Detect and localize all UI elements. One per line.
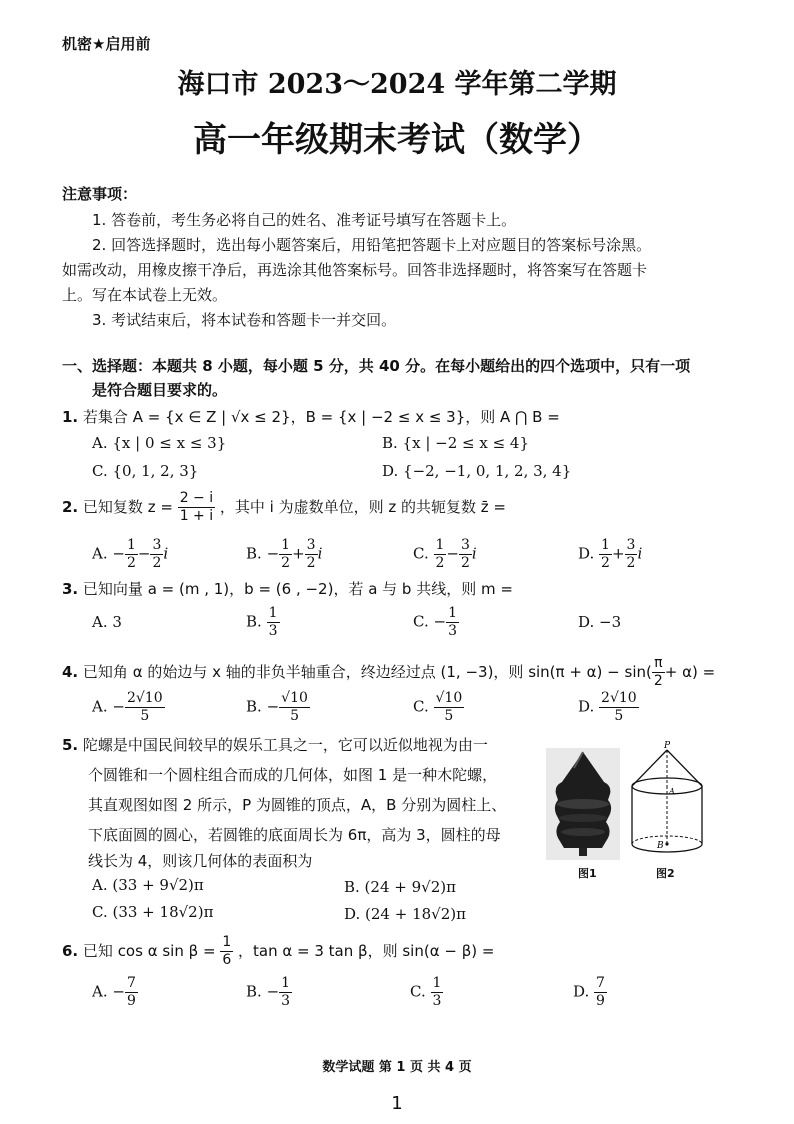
option-c bbox=[410, 975, 443, 1010]
section-heading-line2: 是符合题目要求的。 bbox=[92, 381, 228, 399]
fraction bbox=[150, 537, 163, 572]
option-label: D. bbox=[573, 982, 590, 1001]
notice-line: 1. 答卷前，考生务必将自己的姓名、准考证号填写在答题卡上。 bbox=[92, 211, 517, 229]
sign: − bbox=[433, 612, 447, 631]
option-d bbox=[578, 690, 639, 725]
numerator: 3 bbox=[152, 537, 162, 553]
option-d bbox=[578, 537, 642, 572]
numerator: 1 bbox=[222, 934, 232, 950]
sign: − bbox=[112, 982, 125, 1001]
denominator: 3 bbox=[432, 993, 442, 1009]
option-b bbox=[246, 605, 280, 640]
numerator: π bbox=[654, 655, 663, 671]
numerator: 3 bbox=[461, 537, 470, 553]
section-heading bbox=[62, 354, 742, 402]
numerator: 1 bbox=[281, 537, 291, 553]
option-a: A. {x | 0 ≤ x ≤ 3} bbox=[92, 434, 227, 452]
notice-heading: 注意事项： bbox=[62, 185, 138, 203]
operator: + bbox=[292, 544, 305, 563]
fraction bbox=[434, 690, 465, 725]
numerator: 3 bbox=[626, 537, 636, 553]
fraction bbox=[125, 537, 138, 572]
option-d: D. {−2, −1, 0, 1, 2, 3, 4} bbox=[382, 462, 572, 480]
option-label: D. bbox=[578, 697, 595, 716]
numerator: 7 bbox=[596, 975, 605, 991]
numerator: 1 bbox=[432, 975, 442, 991]
option-c: C. {0, 1, 2, 3} bbox=[92, 462, 199, 480]
option-b: B. (24 + 9√2)π bbox=[344, 878, 456, 896]
fraction bbox=[459, 537, 472, 572]
sign: − bbox=[266, 982, 280, 1001]
denominator: 5 bbox=[140, 708, 150, 724]
operator: − bbox=[137, 544, 151, 563]
denominator: 2 bbox=[653, 673, 663, 689]
question-text-post: ，其中 i 为虚数单位，则 z 的共轭复数 z̄ = bbox=[219, 498, 506, 516]
question-text: 下底面圆的圆心，若圆锥的底面周长为 6π，高为 3，圆柱的母 bbox=[88, 826, 501, 844]
question-text: 个圆锥和一个圆柱组合而成的几何体，如图 1 是一种木陀螺， bbox=[88, 766, 498, 784]
sign: − bbox=[266, 544, 280, 563]
question-number: 3. bbox=[62, 580, 79, 598]
denominator: 5 bbox=[614, 708, 624, 724]
option-label: A. bbox=[92, 697, 108, 716]
option-label: C. bbox=[413, 544, 429, 563]
sign: − bbox=[266, 697, 280, 716]
option-label: A. bbox=[92, 982, 108, 1001]
option-label: C. bbox=[413, 697, 429, 716]
option-label: C. bbox=[410, 982, 426, 1001]
option-c bbox=[413, 605, 459, 640]
denominator: 3 bbox=[448, 623, 457, 639]
question-text: 已知角 α 的始边与 x 轴的非负半轴重合，终边经过点 (1, −3)，则 sin(π + α) − sin( bbox=[82, 663, 652, 681]
figure-1-caption: 图1 bbox=[578, 867, 597, 880]
question-number: 2. bbox=[62, 498, 79, 516]
fraction bbox=[279, 975, 292, 1010]
cone-cylinder-diagram bbox=[624, 740, 710, 860]
fraction bbox=[625, 537, 638, 572]
option-label: B. bbox=[246, 544, 262, 563]
notice-line: 上。写在本试卷上无效。 bbox=[62, 286, 228, 304]
fraction bbox=[594, 975, 607, 1010]
option-label: B. bbox=[246, 982, 262, 1001]
option-label: B. bbox=[246, 612, 262, 631]
option-b bbox=[246, 537, 322, 572]
notice-line: 2. 回答选择题时，选出每小题答案后，用铅笔把答题卡上对应题目的答案标号涂黑。 bbox=[92, 236, 652, 254]
question-5 bbox=[62, 734, 488, 755]
question-4 bbox=[62, 655, 715, 690]
denominator: 5 bbox=[444, 708, 454, 724]
denominator: 9 bbox=[596, 993, 605, 1009]
point-label-p: P bbox=[664, 741, 671, 751]
spinning-top-photo bbox=[546, 748, 620, 860]
fraction bbox=[279, 690, 310, 725]
operator: + bbox=[611, 544, 625, 563]
exam-title-line2: 高一年级期末考试（数学） bbox=[193, 120, 601, 160]
option-b: B. {x | −2 ≤ x ≤ 4} bbox=[382, 434, 530, 452]
sign: − bbox=[112, 697, 125, 716]
denominator: 5 bbox=[290, 708, 299, 724]
imag-unit: i bbox=[317, 544, 323, 563]
option-label: B. bbox=[246, 697, 262, 716]
page-number: 1 bbox=[391, 1093, 403, 1114]
fraction bbox=[125, 975, 138, 1010]
numerator: 1 bbox=[448, 605, 457, 621]
point-label-a: A bbox=[669, 787, 675, 796]
question-text: 陀螺是中国民间较早的娱乐工具之一，它可以近似地视为由一 bbox=[82, 736, 488, 754]
exam-title-line1: 海口市 2023～2024 学年第二学期 bbox=[177, 69, 617, 100]
fraction bbox=[434, 537, 447, 572]
fraction bbox=[431, 975, 444, 1010]
question-1 bbox=[62, 406, 560, 427]
numerator: 1 bbox=[601, 537, 610, 553]
question-3 bbox=[62, 578, 513, 599]
denominator: 1 + i bbox=[179, 508, 214, 524]
denominator: 2 bbox=[435, 555, 445, 571]
imag-unit: i bbox=[637, 544, 643, 563]
numerator: 3 bbox=[306, 537, 316, 553]
denominator: 2 bbox=[626, 555, 636, 571]
option-a: A. 3 bbox=[92, 613, 122, 631]
numerator: 1 bbox=[268, 605, 278, 621]
point-label-b: B bbox=[657, 841, 664, 851]
denominator: 2 bbox=[126, 555, 136, 571]
fraction bbox=[446, 605, 459, 640]
option-label: D. bbox=[578, 544, 595, 563]
option-d: D. −3 bbox=[578, 613, 622, 631]
numerator: 2√10 bbox=[126, 690, 163, 706]
numerator: 7 bbox=[126, 975, 136, 991]
question-text: 若集合 A = {x ∈ Z | √x ≤ 2}，B = {x | −2 ≤ x ≤ 3}，则 A ⋂ B = bbox=[82, 408, 560, 426]
numerator: 1 bbox=[435, 537, 445, 553]
option-label: C. bbox=[413, 612, 429, 631]
denominator: 6 bbox=[222, 952, 232, 968]
denominator: 2 bbox=[306, 555, 316, 571]
section-heading-line1: 一、选择题：本题共 8 小题，每小题 5 分，共 40 分。在每小题给出的四个选项中，只有一项 bbox=[62, 357, 691, 375]
fraction bbox=[267, 605, 280, 640]
denominator: 2 bbox=[601, 555, 610, 571]
question-text-tail: + α) = bbox=[664, 663, 716, 681]
question-number: 4. bbox=[62, 663, 79, 681]
question-number: 1. bbox=[62, 408, 79, 426]
option-c bbox=[413, 690, 464, 725]
option-c: C. (33 + 18√2)π bbox=[92, 903, 214, 921]
fraction bbox=[279, 537, 292, 572]
question-2 bbox=[62, 490, 506, 525]
notice-line: 如需改动，用橡皮擦干净后，再选涂其他答案标号。回答非选择题时，将答案写在答题卡 bbox=[62, 261, 648, 279]
sign: − bbox=[112, 544, 125, 563]
option-a: A. (33 + 9√2)π bbox=[92, 876, 204, 894]
question-6 bbox=[62, 934, 494, 969]
fraction bbox=[178, 490, 215, 525]
numerator: 2 − i bbox=[179, 490, 214, 506]
question-text-post: ，tan α = 3 tan β，则 sin(α − β) = bbox=[238, 942, 495, 960]
option-label: A. bbox=[92, 544, 108, 563]
fraction bbox=[599, 537, 612, 572]
question-text: 其直观图如图 2 所示，P 为圆锥的顶点，A，B 分别为圆柱上、 bbox=[88, 796, 507, 814]
imag-unit: i bbox=[471, 544, 477, 563]
option-a bbox=[92, 537, 168, 572]
question-text: 线长为 4，则该几何体的表面积为 bbox=[88, 852, 313, 870]
numerator: 1 bbox=[126, 537, 136, 553]
fraction bbox=[220, 934, 233, 969]
question-text: 已知向量 a = (m , 1)，b = (6 , −2)，若 a 与 b 共线，则 m = bbox=[82, 580, 513, 598]
numerator: √10 bbox=[435, 690, 463, 706]
fraction bbox=[305, 537, 318, 572]
numerator: 2√10 bbox=[601, 690, 637, 706]
denominator: 2 bbox=[281, 555, 291, 571]
option-c bbox=[413, 537, 477, 572]
fraction bbox=[652, 655, 665, 690]
option-b bbox=[246, 690, 310, 725]
question-number: 6. bbox=[62, 942, 79, 960]
fraction bbox=[125, 690, 165, 725]
question-number: 5. bbox=[62, 736, 79, 754]
figure-2-caption: 图2 bbox=[656, 867, 675, 880]
denominator: 3 bbox=[268, 623, 278, 639]
option-b bbox=[246, 975, 292, 1010]
imag-unit: i bbox=[163, 544, 169, 563]
option-d: D. (24 + 18√2)π bbox=[344, 905, 466, 923]
option-d bbox=[573, 975, 607, 1010]
numerator: 1 bbox=[281, 975, 291, 991]
fraction bbox=[599, 690, 639, 725]
denominator: 3 bbox=[281, 993, 291, 1009]
denominator: 9 bbox=[126, 993, 136, 1009]
confidential-label: 机密★启用前 bbox=[62, 35, 151, 53]
notice-line: 3. 考试结束后，将本试卷和答题卡一并交回。 bbox=[92, 311, 397, 329]
option-a bbox=[92, 690, 165, 725]
denominator: 2 bbox=[152, 555, 162, 571]
question-text-pre: 已知 cos α sin β = bbox=[82, 942, 216, 960]
option-a bbox=[92, 975, 138, 1010]
denominator: 2 bbox=[461, 555, 470, 571]
page-footer: 数学试题 第 1 页 共 4 页 bbox=[322, 1060, 472, 1075]
operator: − bbox=[446, 544, 459, 563]
question-text-pre: 已知复数 z = bbox=[82, 498, 173, 516]
numerator: √10 bbox=[281, 690, 308, 706]
